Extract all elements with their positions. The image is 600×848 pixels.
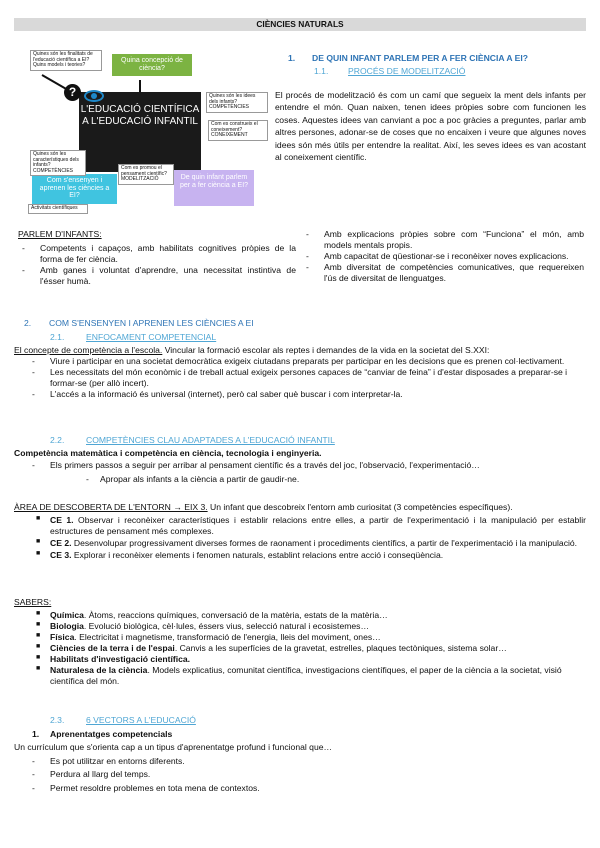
ce-code: CE 3. [50,550,72,560]
section-2-3-number: 2.3. [50,715,65,725]
list-item-text: . Electricitat i magnetisme, transformació de l'energia, lleis del moviment, ones… [74,632,381,642]
list-item-text: . Àtoms, reaccions químiques, conversació de la matèria, estats de la matèria… [83,610,388,620]
competencia-sublist [86,474,580,485]
list-item-text: Es pot utilitzar en entorns diferents. [50,756,185,766]
ce-code: CE 1. [50,515,74,525]
list-item-text: Amb explicacions pròpies sobre com “Funciona” el món, amb models mentals propis. [324,229,584,250]
section-2-1-title: ENFOCAMENT COMPETENCIAL [86,332,217,342]
list-item: ■ Naturalesa de la ciència. Models explicatius, comunitat científica, investigacions científiques, el paper de la ciència a la societat, visió científica del món. [36,665,562,686]
sabers-heading: SABERS: [14,597,52,607]
list-item: ■ CE 3. Explorar i reconèixer elements i fenomen naturals, establint relacions entre acció i conseqüència. [36,550,444,560]
saber-label: Ciències de la terra i de l'espai [50,643,175,653]
list-item: ■ Física. Electricitat i magnetisme, transformació de l'energia, lleis del moviment, ones… [36,632,381,642]
vector-1-list [32,755,586,795]
list-item: - Les necessitats del món econòmic i de treball actual exigeix persones capaces de “canviar de feina” i d'estar disposades a preparar-se i formar-se (per allò incert). [32,367,568,388]
list-item: ■ Habilitats d'investigació científica. [36,654,191,664]
list-item-text: Amb capacitat de qüestionar-se i reconèixer noves explicacions. [324,251,569,261]
list-item: ■ Química. Àtoms, reaccions químiques, conversació de la matèria, estats de la matèria… [36,610,388,620]
vector-1-title: Aprenentatges competencials [50,729,173,739]
list-item-text: . Evolució biològica, cèl·lules, éssers vius, selecció natural i ecosistemes… [83,621,370,631]
saber-label: Química [50,610,84,620]
vector-1-number: 1. [32,729,40,739]
area-label: ÀREA DE DESCOBERTA DE L'ENTORN → EIX 3. [14,502,208,512]
section-2-1-number: 2.1. [50,332,65,342]
saber-label: Física [50,632,75,642]
list-item-text: Perdura al llarg del temps. [50,769,151,780]
saber-label: Biologia [50,621,84,631]
list-item-text: . Models explicatius, comunitat científica, investigacions científiques, el paper de la ciència a la societat, visió científica del món. [50,665,562,686]
list-item-text: Competents i capaços, amb habilitats cognitives pròpies de la forma de fer ciència. [40,243,296,264]
list-item: - Apropar als infants a la ciència a partir de gaudir-ne. [86,474,300,484]
list-item: - Perdura al llarg del temps. [32,769,151,780]
diagram-box-concept: Quina concepció de ciència? [112,54,192,76]
eye-icon [84,90,104,102]
list-item: - Els primers passos a seguir per arribar al pensament científic és a través del joc, l'observació, l'experimentació… [32,460,480,470]
concept-list [32,356,586,400]
section-2-number: 2. [24,318,32,328]
section-1-title: DE QUIN INFANT PARLEM PER A FER CIÈNCIA A EI? [312,53,528,63]
list-item-text: Viure i participar en una societat democràtica exigeix ciutadans preparats per participar en les decisions que es prenen col·lectivament. [50,356,565,366]
list-item-text: Observar i reconèixer característiques i establir relacions entre elles, a partir de l'experimentació i la manipulació per establir estructures de pensament més complexes. [50,515,586,536]
section-2-title: COM S'ENSENYEN I APRENEN LES CIÈNCIES A EI [49,318,254,328]
diagram-connector [42,74,67,90]
diagram-center-box: L'EDUCACIÓ CIENTÍFICA A L'EDUCACIÓ INFANTIL [79,92,201,172]
concept-diagram [22,44,270,216]
list-item-text: Els primers passos a seguir per arribar al pensament científic és a través del joc, l'observació, l'experimentació… [50,460,480,470]
diagram-note: Quines són les idees dels infants? COMPETÈNCIES [206,92,268,113]
diagram-box-child: De quin infant parlem per a fer ciència a EI? [174,170,254,206]
list-item: - Amb diversitat de competències comunicatives, que requereixen l'ús de diversitat de llenguatges. [306,262,584,283]
list-item: - Permet resoldre problemes en tota mena de contextos. [32,782,260,793]
diagram-note: Com es promou el pensament científic? MODELITZACIÓ [118,164,174,185]
diagram-note: Quines són les característiques dels infants? COMPETÈNCIES [30,150,86,176]
parlem-left-list [22,243,296,287]
area-line [14,502,586,513]
section-2-2-title: COMPETÈNCIES CLAU ADAPTADES A L'EDUCACIÓ INFANTIL [86,435,335,445]
section-1-1-number: 1.1. [314,66,329,76]
diagram-note: Activitats científiques [28,204,88,214]
question-mark-icon: ? [64,84,81,101]
list-item: - Amb ganes i voluntat d'aprendre, una necessitat instintiva de l'ésser humà. [22,265,296,286]
concept-line [14,345,586,356]
list-item-text: Explorar i reconèixer elements i fenomen naturals, establint relacions entre acció i conseqüència. [71,550,444,560]
list-item: ■ Ciències de la terra i de l'espai. Canvis a les superfícies de la gravetat, estrelles, plaques tectòniques, sistema solar… [36,643,507,653]
section-2-2-number: 2.2. [50,435,65,445]
competencia-list [32,460,586,471]
diagram-note: Com es construeix el coneixement? CONEIXEMENT [208,120,268,141]
section-1-1-title: PROCÉS DE MODELITZACIÓ [348,66,466,76]
list-item-text: Desenvolupar progressivament diverses formes de raonament i procediments científics, a partir de l'experimentació i la manipulació. [71,538,578,548]
vector-1-intro: Un currículum que s'orienta cap a un tipus d'aprenentatge profund i funcional que… [14,742,333,752]
section-1-number: 1. [288,53,296,63]
modelitzacio-paragraph: El procés de modelització és com un camí que segueix la ment dels infants per entendre el món. Quan naixen, tenen idees pròpies sobre com funcionen les coses. Aquestes idees van canviant a poc a poc gràcies a preguntes, parlar amb altres persones, adonar-se de coses que no encaixen i veure que algunes noves idees són més útils per entendre la realitat. Així, les seves idees es van acostant al coneixement científic. [275,90,586,163]
list-item: - Es pot utilitzar en entorns diferents. [32,756,185,766]
list-item-text: Permet resoldre problemes en tota mena de contextos. [50,782,260,793]
parlem-right-list [306,229,584,284]
competencia-heading: Competència matemàtica i competència en ciència, tecnologia i enginyeria. [14,448,322,458]
section-2-3-title: 6 VECTORS A L'EDUCACIÓ [86,715,196,725]
list-item-text: L'accés a la informació és universal (internet), però cal saber què buscar i com interpretar-la. [50,389,403,399]
list-item-text: . Canvis a les superfícies de la gravetat, estrelles, plaques tectòniques, sistema solar… [174,643,507,653]
list-item: ■ CE 2. Desenvolupar progressivament diverses formes de raonament i procediments científics, a partir de l'experimentació i la manipulació. [36,538,578,548]
list-item: ■ Biologia. Evolució biològica, cèl·lules, éssers vius, selecció natural i ecosistemes… [36,621,370,631]
page-title: CIÈNCIES NATURALS [14,18,586,31]
saber-label: Naturalesa de la ciència [50,665,148,675]
concept-label: El concepte de competència a l'escola. [14,345,163,355]
sabers-list [36,610,586,687]
list-item: - Amb capacitat de qüestionar-se i reconèixer noves explicacions. [306,251,569,261]
ce-code: CE 2. [50,538,72,548]
saber-label: Habilitats d'investigació científica. [50,654,191,664]
parlem-heading: PARLEM D'INFANTS: [18,229,102,239]
list-item: - L'accés a la informació és universal (internet), però cal saber què buscar i com interpretar-la. [32,389,403,399]
concept-text: Vincular la formació escolar als reptes i demandes de la vida en la societat del S.XXI: [162,345,490,355]
diagram-box-teaching: Com s'ensenyen i aprenen les ciències a EI? [32,174,117,204]
ce-list [36,515,586,561]
list-item-text: Amb diversitat de competències comunicatives, que requereixen l'ús de diversitat de llenguatges. [324,262,584,283]
list-item-text: Apropar als infants a la ciència a partir de gaudir-ne. [100,474,300,484]
diagram-note: Quines són les finalitats de l'educació científica a EI? Quins models i teories? [30,50,102,71]
area-text: Un infant que descobreix l'entorn amb curiositat (3 competències específiques). [207,502,513,512]
list-item: ■ CE 1. Observar i reconèixer característiques i establir relacions entre elles, a partir de l'experimentació i la manipulació per establir estructures de pensament més complexes. [36,515,586,536]
list-item: - Amb explicacions pròpies sobre com “Funciona” el món, amb models mentals propis. [306,229,584,250]
list-item-text: Les necessitats del món econòmic i de treball actual exigeix persones capaces de “canviar de feina” i d'estar disposades a preparar-se i formar-se (per allò incert). [50,367,568,388]
list-item: - Viure i participar en una societat democràtica exigeix ciutadans preparats per participar en les decisions que es prenen col·lectivament. [32,356,565,366]
list-item: - Competents i capaços, amb habilitats cognitives pròpies de la forma de fer ciència. [22,243,296,264]
list-item-text: Amb ganes i voluntat d'aprendre, una necessitat instintiva de l'ésser humà. [40,265,296,286]
